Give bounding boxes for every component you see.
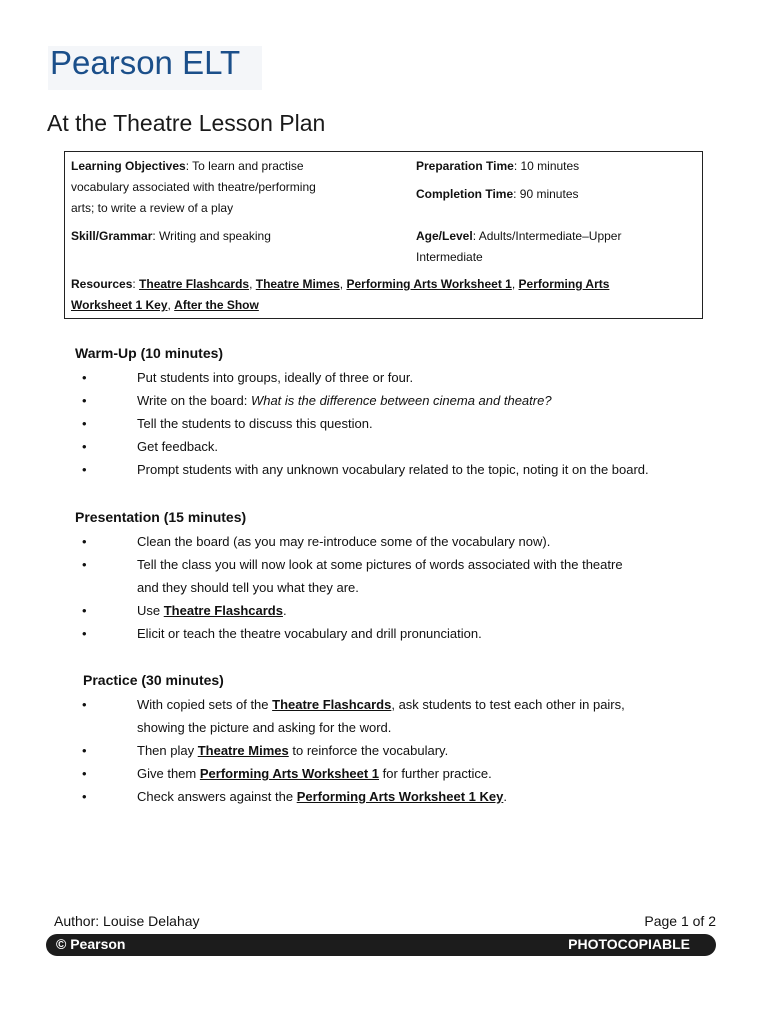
resource-link-worksheet-1-key-part2[interactable]: Worksheet 1 Key [71,298,168,312]
separator: , [167,298,175,312]
completion-time [416,184,579,205]
resource-link-theatre-flashcards[interactable]: Theatre Flashcards [139,277,250,291]
item-text: Elicit or teach the theatre vocabulary and drill pronunciation. [137,626,482,641]
age-level [416,226,621,268]
resources [71,274,691,316]
link-worksheet-1[interactable]: Performing Arts Worksheet 1 [199,766,380,781]
item-text: Clean the board (as you may re-introduce some of the vocabulary now). [137,534,551,549]
separator: , [511,277,519,291]
warmup-list [0,366,768,481]
bullet-icon: • [82,789,87,804]
list-item [0,366,697,389]
footer-bar [46,934,716,956]
age-label: Age/Level [416,229,473,243]
bullet-icon: • [82,697,87,712]
objectives-label: Learning Objectives [71,159,186,173]
item-text: , ask students to test each other in pairs, [391,697,625,712]
resource-link-worksheet-1[interactable]: Performing Arts Worksheet 1 [346,277,512,291]
list-item [0,553,697,599]
skill-value: : Writing and speaking [152,229,271,243]
practice-heading: Practice (30 minutes) [83,672,224,688]
resource-link-after-the-show[interactable]: After the Show [174,298,259,312]
item-text: . [503,789,507,804]
list-item [0,530,697,553]
footer-photocopiable: PHOTOCOPIABLE [568,936,690,952]
page-title: At the Theatre Lesson Plan [47,110,326,136]
separator: , [249,277,256,291]
list-item [0,762,697,785]
list-item [0,693,697,739]
completion-label: Completion Time [416,187,514,201]
item-text: Tell the students to discuss this question. [137,416,373,431]
footer-page-number: Page 1 of 2 [644,913,716,929]
item-text: Give them [137,766,200,781]
item-text: Use [137,603,164,618]
list-item [0,412,697,435]
bullet-icon: • [82,557,87,572]
skill-grammar [71,226,271,247]
item-text: for further practice. [379,766,492,781]
separator: , [339,277,347,291]
item-text: Prompt students with any unknown vocabulary related to the topic, noting it on the board. [137,462,649,477]
objectives-line3: arts; to write a review of a play [71,201,234,215]
resource-link-theatre-mimes[interactable]: Theatre Mimes [255,277,340,291]
pearson-logo: Pearson ELT [50,44,241,81]
completion-value: : 90 minutes [513,187,579,201]
bullet-icon: • [82,439,87,454]
item-text: . [282,603,287,618]
item-text: Put students into groups, ideally of three or four. [137,370,414,385]
bullet-icon: • [82,766,87,781]
link-theatre-mimes[interactable]: Theatre Mimes [197,743,289,758]
practice-list [0,693,768,808]
list-item [0,739,697,762]
prep-label: Preparation Time [416,159,514,173]
link-theatre-flashcards[interactable]: Theatre Flashcards [272,697,392,712]
item-text: Get feedback. [137,439,218,454]
bullet-icon: • [82,462,87,477]
bullet-icon: • [82,416,87,431]
item-text: With copied sets of the [137,697,273,712]
list-item [0,389,697,412]
item-text: Write on the board: [137,393,251,408]
preparation-time [416,156,579,177]
item-text: Then play [137,743,198,758]
footer-copyright: © Pearson [56,936,126,952]
item-text: and they should tell you what they are. [137,580,359,595]
list-item [0,785,697,808]
bullet-icon: • [82,393,87,408]
presentation-heading: Presentation (15 minutes) [75,509,247,525]
age-line2: Intermediate [416,250,483,264]
board-question: What is the difference between cinema and theatre? [250,393,552,408]
bullet-icon: • [82,370,87,385]
bullet-icon: • [82,743,87,758]
prep-value: : 10 minutes [513,159,580,173]
bullet-icon: • [82,534,87,549]
link-worksheet-1-key[interactable]: Performing Arts Worksheet 1 Key [296,789,504,804]
presentation-list [0,530,768,645]
bullet-icon: • [82,626,87,641]
resources-label: Resources [71,277,133,291]
list-item [0,622,697,645]
skill-label: Skill/Grammar [71,229,153,243]
link-theatre-flashcards[interactable]: Theatre Flashcards [163,603,283,618]
list-item [0,599,697,622]
objectives-text: : To learn and practise [185,159,304,173]
lesson-info-box [64,151,703,319]
bullet-icon: • [82,603,87,618]
item-text: showing the picture and asking for the word. [137,720,392,735]
age-value: : Adults/Intermediate–Upper [472,229,622,243]
learning-objectives [71,156,401,219]
list-item [0,435,697,458]
item-text: Tell the class you will now look at some pictures of words associated with the theatre [137,557,623,572]
resource-link-worksheet-1-key-part1[interactable]: Performing Arts [518,277,610,291]
list-item [0,458,697,481]
objectives-line2: vocabulary associated with theatre/performing [71,180,316,194]
item-text: to reinforce the vocabulary. [288,743,449,758]
warmup-heading: Warm-Up (10 minutes) [75,345,224,361]
item-text: Check answers against the [137,789,297,804]
footer-author: Author: Louise Delahay [54,913,200,929]
resources-colon: : [132,277,140,291]
